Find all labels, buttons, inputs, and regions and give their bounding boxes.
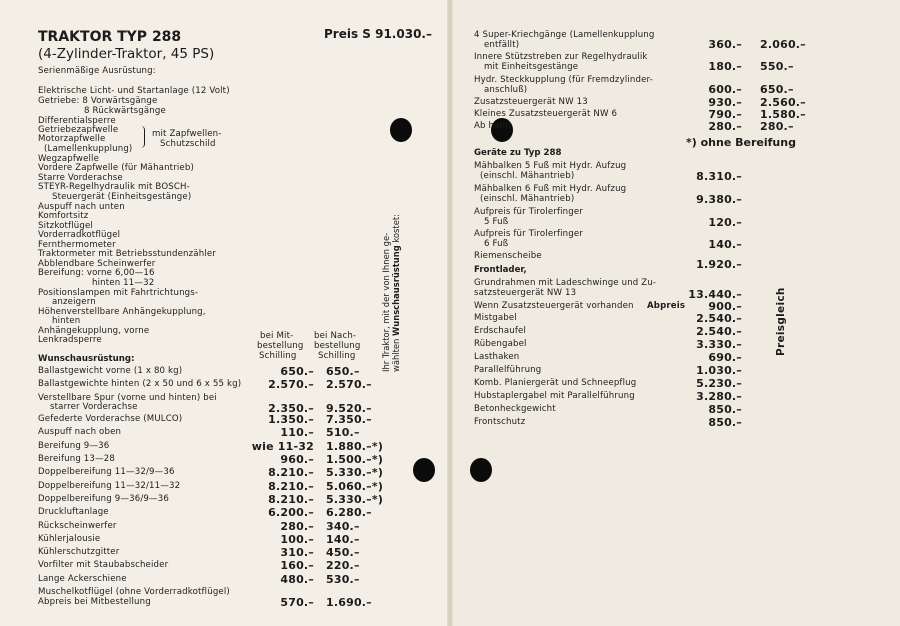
frontloader-label: Wenn Zusatzsteuergerät vorhanden	[474, 301, 634, 311]
option-price-later-order: 5.060.–*)	[326, 479, 384, 493]
option-price-with-order: 100.–	[280, 532, 314, 546]
frontloader-label: Grundrahmen mit Ladeschwinge und Zu-	[474, 278, 657, 288]
preisgleich-label: Preisgleich	[775, 287, 787, 356]
option-price-with-order: 8.210.–	[268, 492, 314, 506]
option-price-with-order: 600.–	[708, 83, 742, 96]
standard-item: Getriebezapfwelle	[38, 125, 119, 135]
option-price-later-order: 6.280.–	[326, 506, 372, 520]
col-header-a-3: Schilling	[259, 351, 297, 361]
geraete-heading: Geräte zu Typ 288	[474, 148, 562, 158]
option-label: Kühlerjalousie	[38, 533, 101, 544]
standard-item: anzeigern	[52, 297, 96, 307]
option-price-with-order: 650.–	[280, 365, 314, 378]
standard-item: Wegzapfwelle	[38, 154, 100, 164]
option-label: Bereifung 13—28	[38, 454, 116, 464]
standard-item: Sitzkotflügel	[38, 221, 93, 231]
option-price-with-order: 790.–	[708, 108, 742, 121]
standard-item: Höhenverstellbare Anhängekupplung,	[38, 307, 206, 317]
option-label: Ballastgewichte hinten (2 x 50 und 6 x 55 kg)	[38, 379, 242, 390]
option-label: 4 Super-Kriechgänge (Lamellenkupplung	[474, 30, 655, 40]
option-price-with-order: wie 11-32	[251, 439, 314, 453]
frontloader-label: Hubstaplergabel mit Parallelführung	[474, 391, 635, 401]
frontloader-label: Mistgabel	[474, 313, 517, 323]
option-label: Hydr. Steckkupplung (für Fremdzylinder-	[474, 75, 653, 85]
standard-item: Elektrische Licht- und Startanlage (12 Volt)	[38, 86, 230, 96]
punch-hole-bottom-right	[470, 458, 492, 482]
option-price-later-order: 5.330.–*)	[326, 466, 384, 480]
option-label: Bereifung 9—36	[38, 440, 110, 451]
option-label: Gefederte Vorderachse (MULCO)	[38, 414, 183, 425]
option-price-with-order: 160.–	[280, 559, 314, 573]
option-label: Lange Ackerschiene	[38, 573, 127, 584]
option-price-with-order: 2.570.–	[268, 378, 314, 392]
frontloader-label: Erdschaufel	[474, 326, 526, 336]
col-header-a-1: bei Mit-	[260, 331, 294, 341]
base-price: Preis S 91.030.–	[324, 27, 432, 41]
option-price-later-order: 1.500.–*)	[326, 453, 384, 466]
frontloader-label: Parallelführung	[474, 365, 542, 375]
standard-item: Auspuff nach unten	[38, 202, 125, 212]
option-price-later-order: 2.570.–	[326, 378, 372, 392]
standard-item: Starre Vorderachse	[38, 173, 123, 183]
frontloader-label: Betonheckgewicht	[474, 404, 556, 414]
frontloader-price: 2.540.–	[696, 325, 742, 338]
option-price-with-order: 930.–	[708, 96, 742, 109]
option-price-with-order: 2.350.–	[268, 401, 314, 415]
option-label: Zusatzsteuergerät NW 13	[474, 97, 588, 107]
implement-price: 140.–	[708, 238, 742, 251]
option-price-later-order: 650.–	[760, 83, 794, 96]
standard-item: Getriebe: 8 Vorwärtsgänge	[38, 96, 158, 106]
frontloader-price: 850.–	[708, 416, 742, 429]
option-price-with-order: 8.210.–	[268, 466, 314, 480]
standard-item: Komfortsitz	[38, 211, 89, 221]
brace-mark	[140, 126, 145, 148]
frontloader-price: 5.230.–	[696, 377, 742, 390]
option-price-later-order: 450.–	[326, 546, 360, 560]
vertical-note-line1: Ihr Traktor, mit der von Ihnen ge-	[381, 232, 391, 372]
standard-item: Anhängekupplung, vorne	[38, 326, 150, 336]
option-label: Muschelkotflügel (ohne Vorderradkotflügel)	[38, 587, 230, 597]
option-label: Kleines Zusatzsteuergerät NW 6	[474, 109, 618, 119]
col-header-b-1: bei Nach-	[314, 331, 357, 341]
frontloader-price: 3.280.–	[696, 390, 742, 403]
frontlader-heading: Frontlader,	[474, 265, 527, 275]
standard-item: Bereifung: vorne 6,00—16	[38, 268, 155, 278]
option-price-later-order: 5.330.–*)	[326, 492, 384, 506]
implement-label: Mähbalken 6 Fuß mit Hydr. Aufzug	[474, 184, 627, 194]
option-label: Kühlerschutzgitter	[38, 547, 120, 558]
standard-item: Differentialsperre	[38, 116, 116, 126]
standard-item: Fernthermometer	[38, 240, 116, 250]
implement-label: Riemenscheibe	[474, 251, 542, 261]
option-price-later-order: 550.–	[760, 60, 794, 73]
option-price-later-order: 530.–	[326, 572, 360, 586]
frontloader-label: Lasthaken	[474, 352, 520, 362]
standard-item: Traktormeter mit Betriebsstundenzähler	[38, 249, 216, 259]
standard-item: Vordere Zapfwelle (für Mähantrieb)	[38, 163, 194, 173]
frontloader-price: 850.–	[708, 403, 742, 416]
option-label: Doppelbereifung 11—32/9—36	[38, 467, 175, 478]
option-price-later-order: 9.520.–	[326, 401, 372, 415]
implement-label: Aufpreis für Tirolerfinger	[474, 229, 583, 239]
option-label-line2: starrer Vorderachse	[50, 402, 138, 413]
option-price-with-order: 310.–	[280, 546, 314, 560]
option-price-with-order: 570.–	[280, 596, 314, 609]
option-price-later-order: 1.580.–	[760, 108, 806, 121]
standard-item: Positionslampen mit Fahrtrichtungs-	[38, 288, 199, 298]
option-label: Doppelbereifung 9—36/9—36	[38, 493, 169, 504]
option-price-with-order: 360.–	[708, 38, 742, 51]
page-subtitle: (4-Zylinder-Traktor, 45 PS)	[38, 46, 215, 62]
option-price-with-order: 280.–	[708, 120, 742, 133]
standard-item: Motorzapfwelle	[38, 134, 106, 144]
option-label: Druckluftanlage	[38, 507, 109, 518]
option-label: Rückscheinwerfer	[38, 520, 117, 531]
page-title: TRAKTOR TYP 288	[38, 29, 182, 45]
option-price-later-order: 2.060.–	[760, 38, 806, 51]
implement-price: 8.310.–	[696, 170, 742, 183]
footnote-ohne-bereifung: *) ohne Bereifung	[686, 136, 796, 149]
frontloader-price: 1.030.–	[696, 364, 742, 377]
option-label: Innere Stützstreben zur Regelhydraulik	[474, 52, 648, 62]
implement-label-line2: 5 Fuß	[484, 216, 509, 227]
standard-item: Abblendbare Scheinwerfer	[38, 259, 156, 269]
brace-note-line1: mit Zapfwellen-	[152, 129, 222, 139]
option-price-with-order: 180.–	[708, 60, 742, 73]
vertical-note	[382, 214, 401, 372]
option-price-with-order: 960.–	[280, 453, 314, 466]
standard-item: Vorderradkotflügel	[38, 230, 121, 240]
option-price-later-order: 140.–	[326, 532, 360, 546]
option-label: Ballastgewicht vorne (1 x 80 kg)	[38, 366, 183, 376]
frontloader-label-line2: satzsteuergerät NW 13	[474, 287, 577, 298]
wish-equipment-heading: Wunschausrüstung:	[38, 354, 135, 364]
option-price-later-order: 220.–	[326, 559, 360, 573]
frontloader-label: Rübengabel	[474, 339, 527, 349]
page-fold	[447, 0, 453, 626]
standard-item: Steuergerät (Einheitsgestänge)	[52, 192, 192, 202]
implement-label: Aufpreis für Tirolerfinger	[474, 207, 583, 217]
frontloader-price: 13.440.–	[688, 288, 742, 301]
option-label: Doppelbereifung 11—32/11—32	[38, 480, 181, 491]
option-price-later-order: 2.560.–	[760, 96, 806, 109]
standard-item: hinten	[52, 316, 81, 326]
frontloader-price: 690.–	[708, 351, 742, 364]
option-label-line2: entfällt)	[484, 39, 520, 50]
option-price-later-order: 7.350.–	[326, 413, 372, 427]
implement-label: Mähbalken 5 Fuß mit Hydr. Aufzug	[474, 161, 627, 171]
punch-hole-top-left	[390, 118, 412, 142]
frontloader-price: 3.330.–	[696, 338, 742, 351]
option-price-with-order: 280.–	[280, 519, 314, 533]
option-price-later-order: 650.–	[326, 365, 360, 378]
implement-price: 120.–	[708, 216, 742, 229]
frontloader-price: 2.540.–	[696, 312, 742, 325]
punch-hole-bottom-left	[413, 458, 435, 482]
option-price-later-order: 1.690.–	[326, 596, 372, 609]
implement-price: 1.920.–	[696, 258, 742, 271]
option-price-later-order: 510.–	[326, 426, 360, 440]
standard-item: STEYR-Regelhydraulik mit BOSCH-	[38, 182, 190, 192]
frontloader-label: Komb. Planiergerät und Schneepflug	[474, 378, 637, 388]
col-header-b-3: Schilling	[318, 351, 356, 361]
col-header-b-2: bestellung	[314, 341, 361, 351]
frontloader-label: Frontschutz	[474, 417, 526, 427]
col-header-a-2: bestellung	[257, 341, 304, 351]
option-label: Auspuff nach oben	[38, 427, 122, 438]
option-price-with-order: 110.–	[280, 426, 314, 440]
standard-item: 8 Rückwärtsgänge	[84, 106, 166, 116]
standard-item: (Lamellenkupplung)	[44, 144, 133, 154]
vertical-note-line2: wählten Wunschausrüstung kostet:	[390, 214, 401, 372]
standard-item: Lenkradsperre	[38, 335, 102, 345]
implement-label-line2: (einschl. Mähantrieb)	[480, 193, 575, 204]
option-price-with-order: 6.200.–	[268, 506, 314, 520]
option-price-later-order: 1.880.–*)	[326, 439, 384, 453]
option-price-with-order: 480.–	[280, 572, 314, 586]
option-label: Verstellbare Spur (vorne und hinten) bei	[38, 392, 217, 403]
option-label: Ab hahn	[474, 121, 511, 131]
option-label: Vorfilter mit Staubabscheider	[38, 560, 169, 571]
implement-label-line2: 6 Fuß	[484, 238, 509, 249]
standard-item: hinten 11—32	[92, 278, 155, 288]
frontloader-price: 900.–	[708, 300, 742, 313]
implement-price: 9.380.–	[696, 193, 742, 206]
option-price-with-order: 8.210.–	[268, 479, 314, 493]
standard-equipment-heading: Serienmäßige Ausrüstung:	[38, 66, 156, 76]
option-price-later-order: 340.–	[326, 519, 360, 533]
implement-label-line2: (einschl. Mähantrieb)	[480, 170, 575, 181]
option-label-line2: mit Einheitsgestänge	[484, 61, 579, 72]
option-price-later-order: 280.–	[760, 120, 794, 133]
option-label-line2: anschluß)	[484, 84, 528, 95]
option-label-line2: Abpreis bei Mitbestellung	[38, 596, 151, 607]
brace-note-line2: Schutzschild	[160, 139, 216, 149]
frontloader-label-bold: Abpreis	[647, 301, 686, 311]
option-price-with-order: 1.350.–	[268, 413, 314, 427]
